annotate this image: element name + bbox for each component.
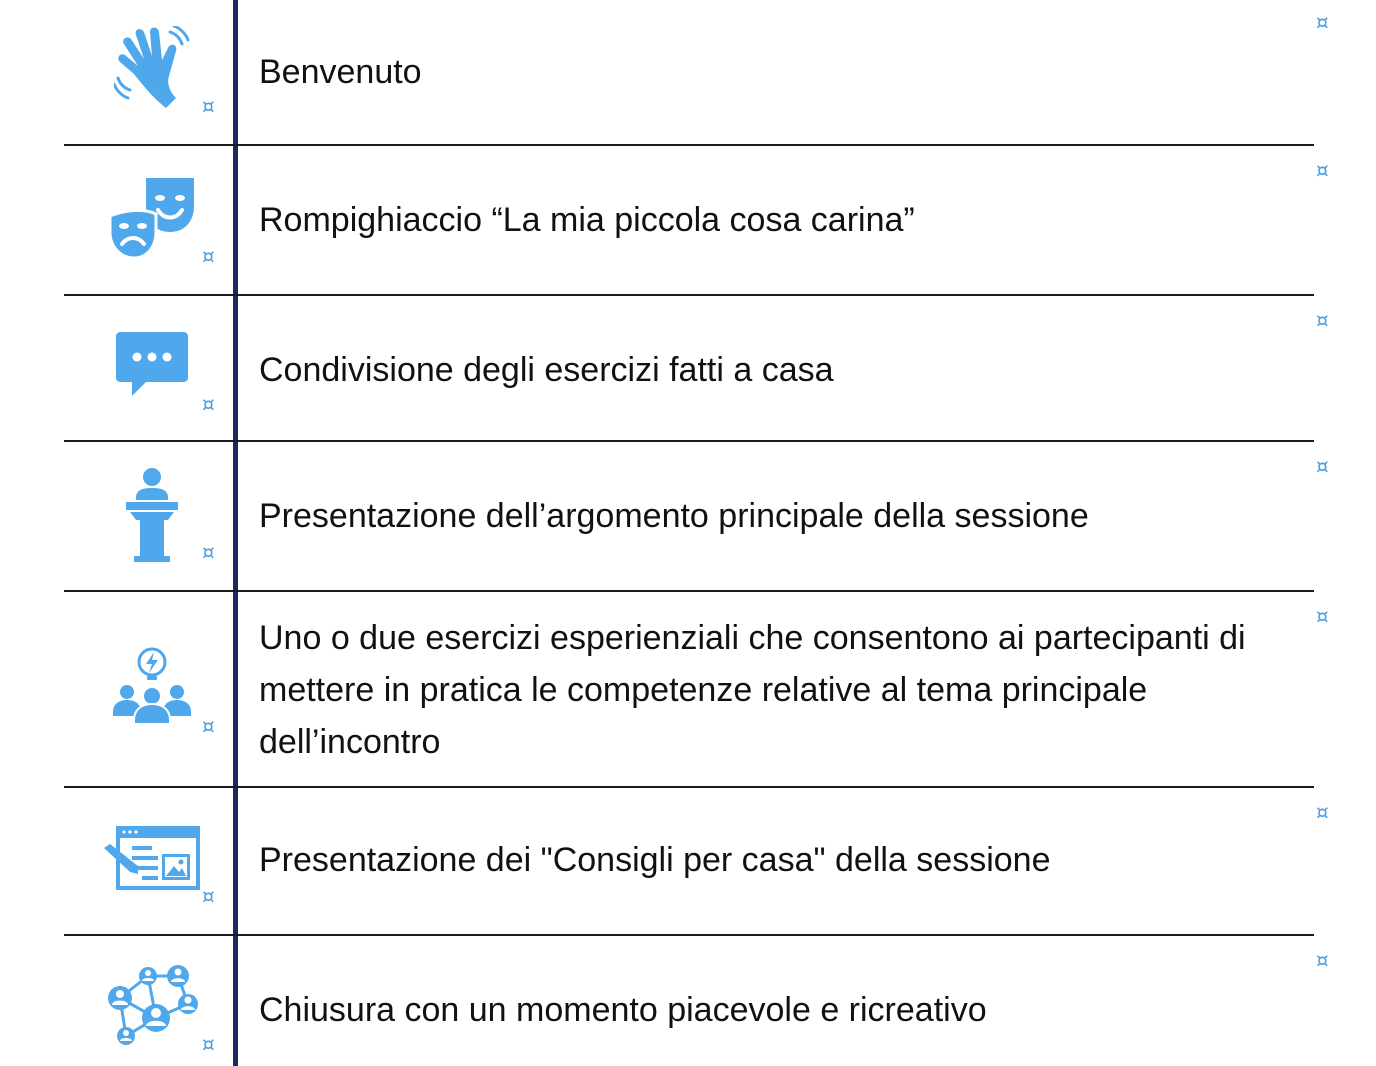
cell-end-mark: ¤	[202, 1032, 215, 1056]
icon-cell	[64, 296, 233, 440]
icon-cell	[64, 0, 233, 145]
icon-cell	[64, 442, 233, 590]
agenda-row	[0, 146, 1376, 294]
agenda-row	[0, 788, 1376, 934]
agenda-row	[0, 592, 1376, 786]
agenda-text: Presentazione dell’argomento principale della sessione	[259, 497, 1089, 535]
agenda-text: Benvenuto	[259, 53, 422, 91]
waving-hand-icon	[114, 26, 190, 112]
agenda-row	[0, 296, 1376, 440]
agenda-text: Uno o due esercizi esperienziali che consentono ai partecipanti di mettere in pratica le competenze relative al tema principale dell’incontro	[259, 619, 1246, 761]
speech-bubble-icon	[116, 332, 188, 398]
icon-cell	[64, 592, 233, 786]
agenda-row	[0, 936, 1376, 1066]
cell-end-mark: ¤	[202, 884, 215, 908]
podium-speaker-icon	[126, 468, 178, 562]
agenda-text: Rompighiaccio “La mia piccola cosa carina”	[259, 201, 915, 239]
icon-cell	[64, 936, 233, 1066]
people-network-icon	[106, 964, 200, 1048]
icon-cell	[64, 788, 233, 934]
agenda-text: Condivisione degli esercizi fatti a casa	[259, 351, 834, 389]
row-end-mark: ¤	[1316, 800, 1329, 824]
row-end-mark: ¤	[1316, 454, 1329, 478]
cell-end-mark: ¤	[202, 392, 215, 416]
icon-cell	[64, 146, 233, 294]
cell-end-mark: ¤	[202, 244, 215, 268]
cell-end-mark: ¤	[202, 714, 215, 738]
cell-end-mark: ¤	[202, 94, 215, 118]
group-idea-icon	[113, 646, 191, 724]
row-end-mark: ¤	[1316, 10, 1329, 34]
row-end-mark: ¤	[1316, 604, 1329, 628]
theater-masks-icon	[110, 176, 196, 260]
agenda-text: Chiusura con un momento piacevole e ricreativo	[259, 991, 987, 1029]
cell-end-mark: ¤	[202, 540, 215, 564]
agenda-row	[0, 0, 1376, 145]
row-end-mark: ¤	[1316, 158, 1329, 182]
web-page-edit-icon	[102, 826, 200, 892]
agenda-text: Presentazione dei "Consigli per casa" della sessione	[259, 841, 1051, 879]
row-end-mark: ¤	[1316, 948, 1329, 972]
row-end-mark: ¤	[1316, 308, 1329, 332]
agenda-row	[0, 442, 1376, 590]
